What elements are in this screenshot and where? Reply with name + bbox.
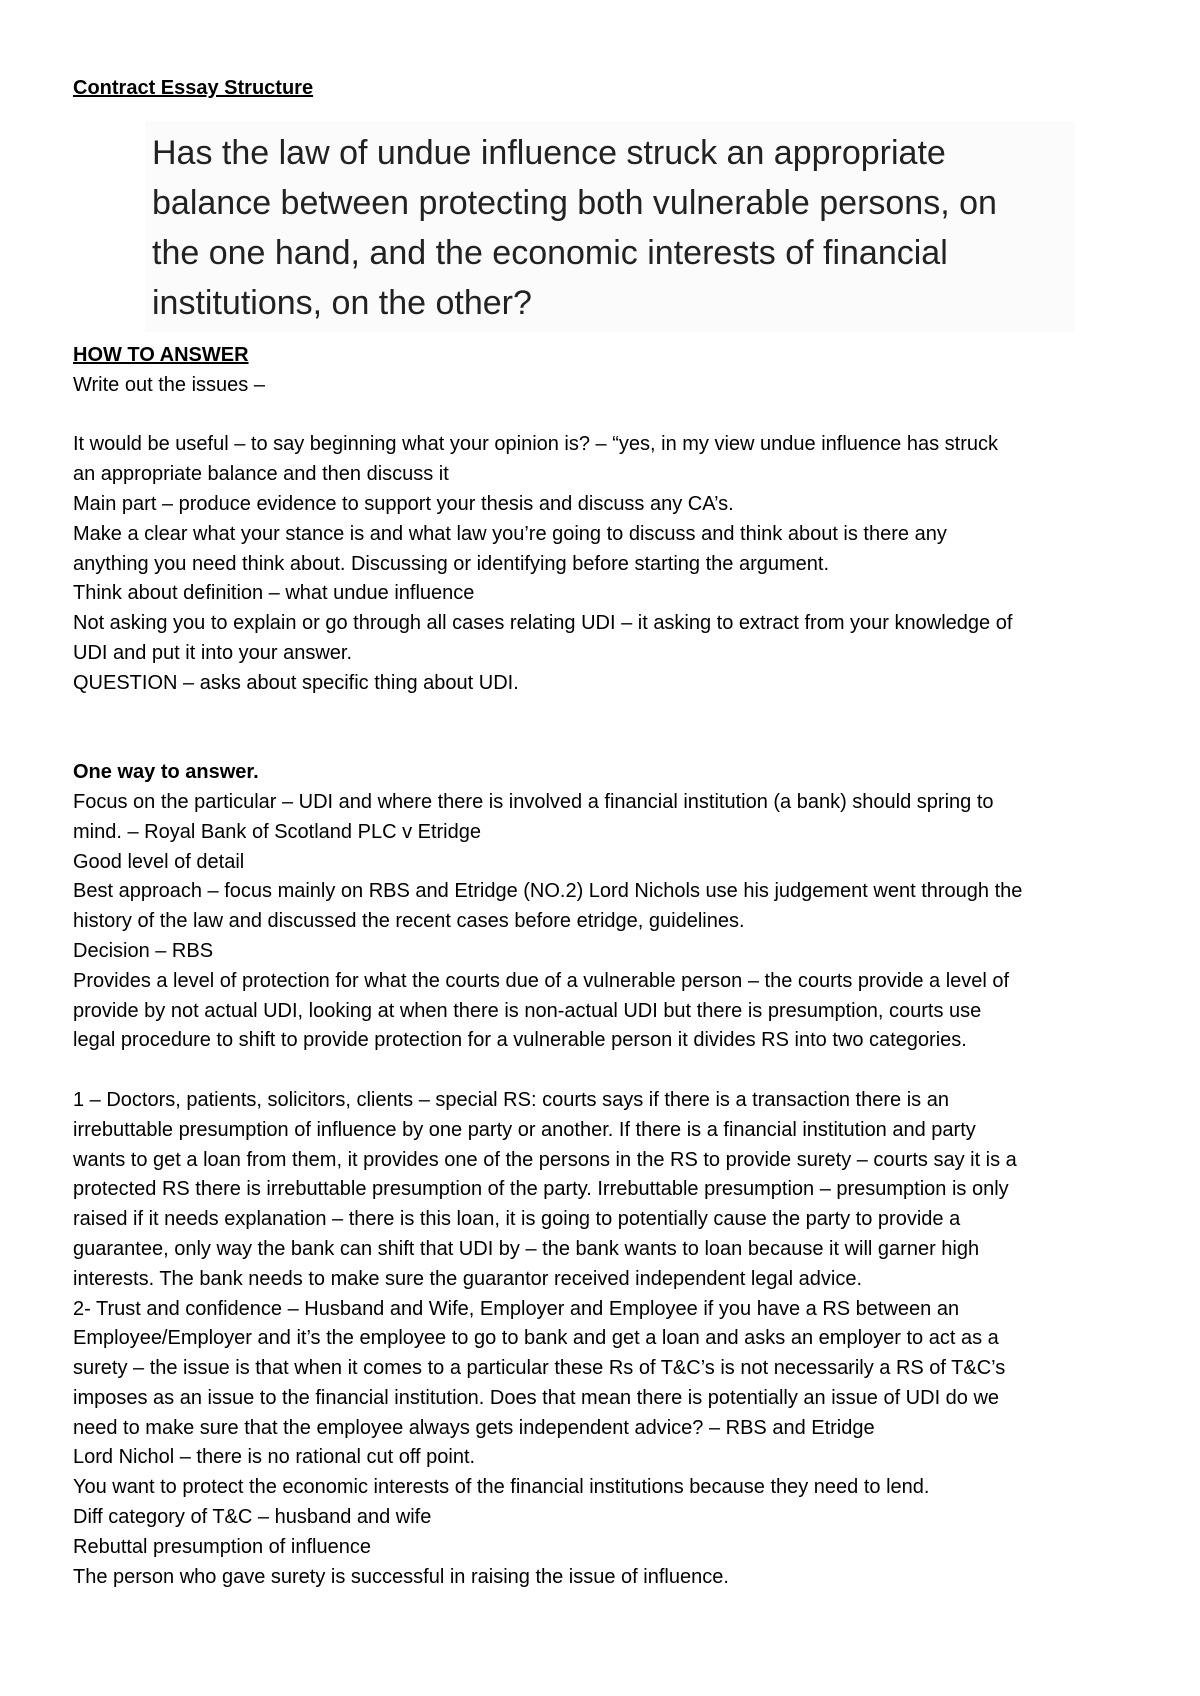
text-line: 1 – Doctors, patients, solicitors, clients – special RS: courts says if there is a transaction there is an [73, 1088, 949, 1111]
text-line: Employee/Employer and it’s the employee to go to bank and get a loan and asks an employer to act as a [73, 1327, 999, 1350]
one-way-section [73, 788, 1153, 1593]
text-line: The person who gave surety is successful in raising the issue of influence. [73, 1565, 729, 1588]
text-line: Focus on the particular – UDI and where there is involved a financial institution (a bank) should spring to [73, 790, 994, 813]
text-line: need to make sure that the employee always gets independent advice? – RBS and Etridge [73, 1416, 875, 1439]
text-line: surety – the issue is that when it comes to a particular these Rs of T&C’s is not necessarily a RS of T&C’s [73, 1357, 1006, 1380]
text-line: Think about definition – what undue influence [73, 582, 475, 605]
text-line: mind. – Royal Bank of Scotland PLC v Etridge [73, 820, 481, 843]
text-line: legal procedure to shift to provide protection for a vulnerable person it divides RS into two categories. [73, 1029, 967, 1052]
text-line: UDI and put it into your answer. [73, 641, 353, 664]
text-line: Diff category of T&C – husband and wife [73, 1506, 432, 1529]
text-line: Not asking you to explain or go through all cases relating UDI – it asking to extract from your knowledge of [73, 612, 1013, 635]
spacer [73, 699, 1153, 729]
document-title: Contract Essay Structure [73, 77, 314, 99]
document-body [73, 341, 1153, 1592]
question-line: the one hand, and the economic interests of financial [152, 234, 948, 272]
text-line: history of the law and discussed the recent cases before etridge, guidelines. [73, 910, 745, 933]
text-line: Provides a level of protection for what the courts due of a vulnerable person – the courts provide a level of [73, 969, 1010, 992]
text-line: Lord Nichol – there is no rational cut off point. [73, 1446, 476, 1469]
text-line: imposes as an issue to the financial institution. Does that mean there is potentially an issue of UDI do we [73, 1386, 1000, 1409]
text-line [73, 1056, 1153, 1086]
text-line: It would be useful – to say beginning what your opinion is? – “yes, in my view undue influence has struck [73, 433, 998, 456]
text-line: Best approach – focus mainly on RBS and Etridge (NO.2) Lord Nichols use his judgement went through the [73, 880, 1023, 903]
text-line: anything you need think about. Discussing or identifying before starting the argument. [73, 552, 830, 575]
text-line: Decision – RBS [73, 939, 214, 962]
text-line: QUESTION – asks about specific thing about UDI. [73, 671, 519, 694]
text-line: guarantee, only way the bank can shift that UDI by – the bank wants to loan because it will garner high [73, 1237, 980, 1260]
text-line: wants to get a loan from them, it provides one of the persons in the RS to provide surety – courts say it is a [73, 1148, 1017, 1171]
text-line: Rebuttal presumption of influence [73, 1535, 371, 1558]
text-line: Good level of detail [73, 850, 245, 873]
text-line: raised if it needs explanation – there is this loan, it is going to potentially cause the party to provide a [73, 1208, 961, 1231]
question-line: institutions, on the other? [152, 284, 532, 322]
question-line: Has the law of undue influence struck an appropriate [152, 134, 946, 172]
text-line: Write out the issues – [73, 373, 265, 396]
essay-question [152, 128, 1072, 328]
text-line: irrebuttable presumption of influence by one party or another. If there is a financial institution and party [73, 1118, 976, 1141]
text-line: an appropriate balance and then discuss it [73, 463, 449, 486]
one-way-heading: One way to answer. [73, 761, 259, 784]
spacer [73, 728, 1153, 758]
text-line: protected RS there is irrebuttable presumption of the party. Irrebuttable presumption – presumption is only [73, 1178, 1009, 1201]
question-line: balance between protecting both vulnerable persons, on [152, 184, 997, 222]
how-to-answer-section [73, 371, 1153, 699]
text-line: Main part – produce evidence to support your thesis and discuss any CA’s. [73, 492, 734, 515]
how-to-answer-heading: HOW TO ANSWER [73, 344, 249, 366]
text-line: interests. The bank needs to make sure the guarantor received independent legal advice. [73, 1267, 863, 1290]
text-line: You want to protect the economic interests of the financial institutions because they need to lend. [73, 1476, 930, 1499]
text-line: provide by not actual UDI, looking at when there is non-actual UDI but there is presumption, courts use [73, 999, 982, 1022]
text-line [73, 401, 1153, 431]
text-line: 2- Trust and confidence – Husband and Wife, Employer and Employee if you have a RS between an [73, 1297, 960, 1320]
text-line: Make a clear what your stance is and what law you’re going to discuss and think about is there any [73, 522, 947, 545]
